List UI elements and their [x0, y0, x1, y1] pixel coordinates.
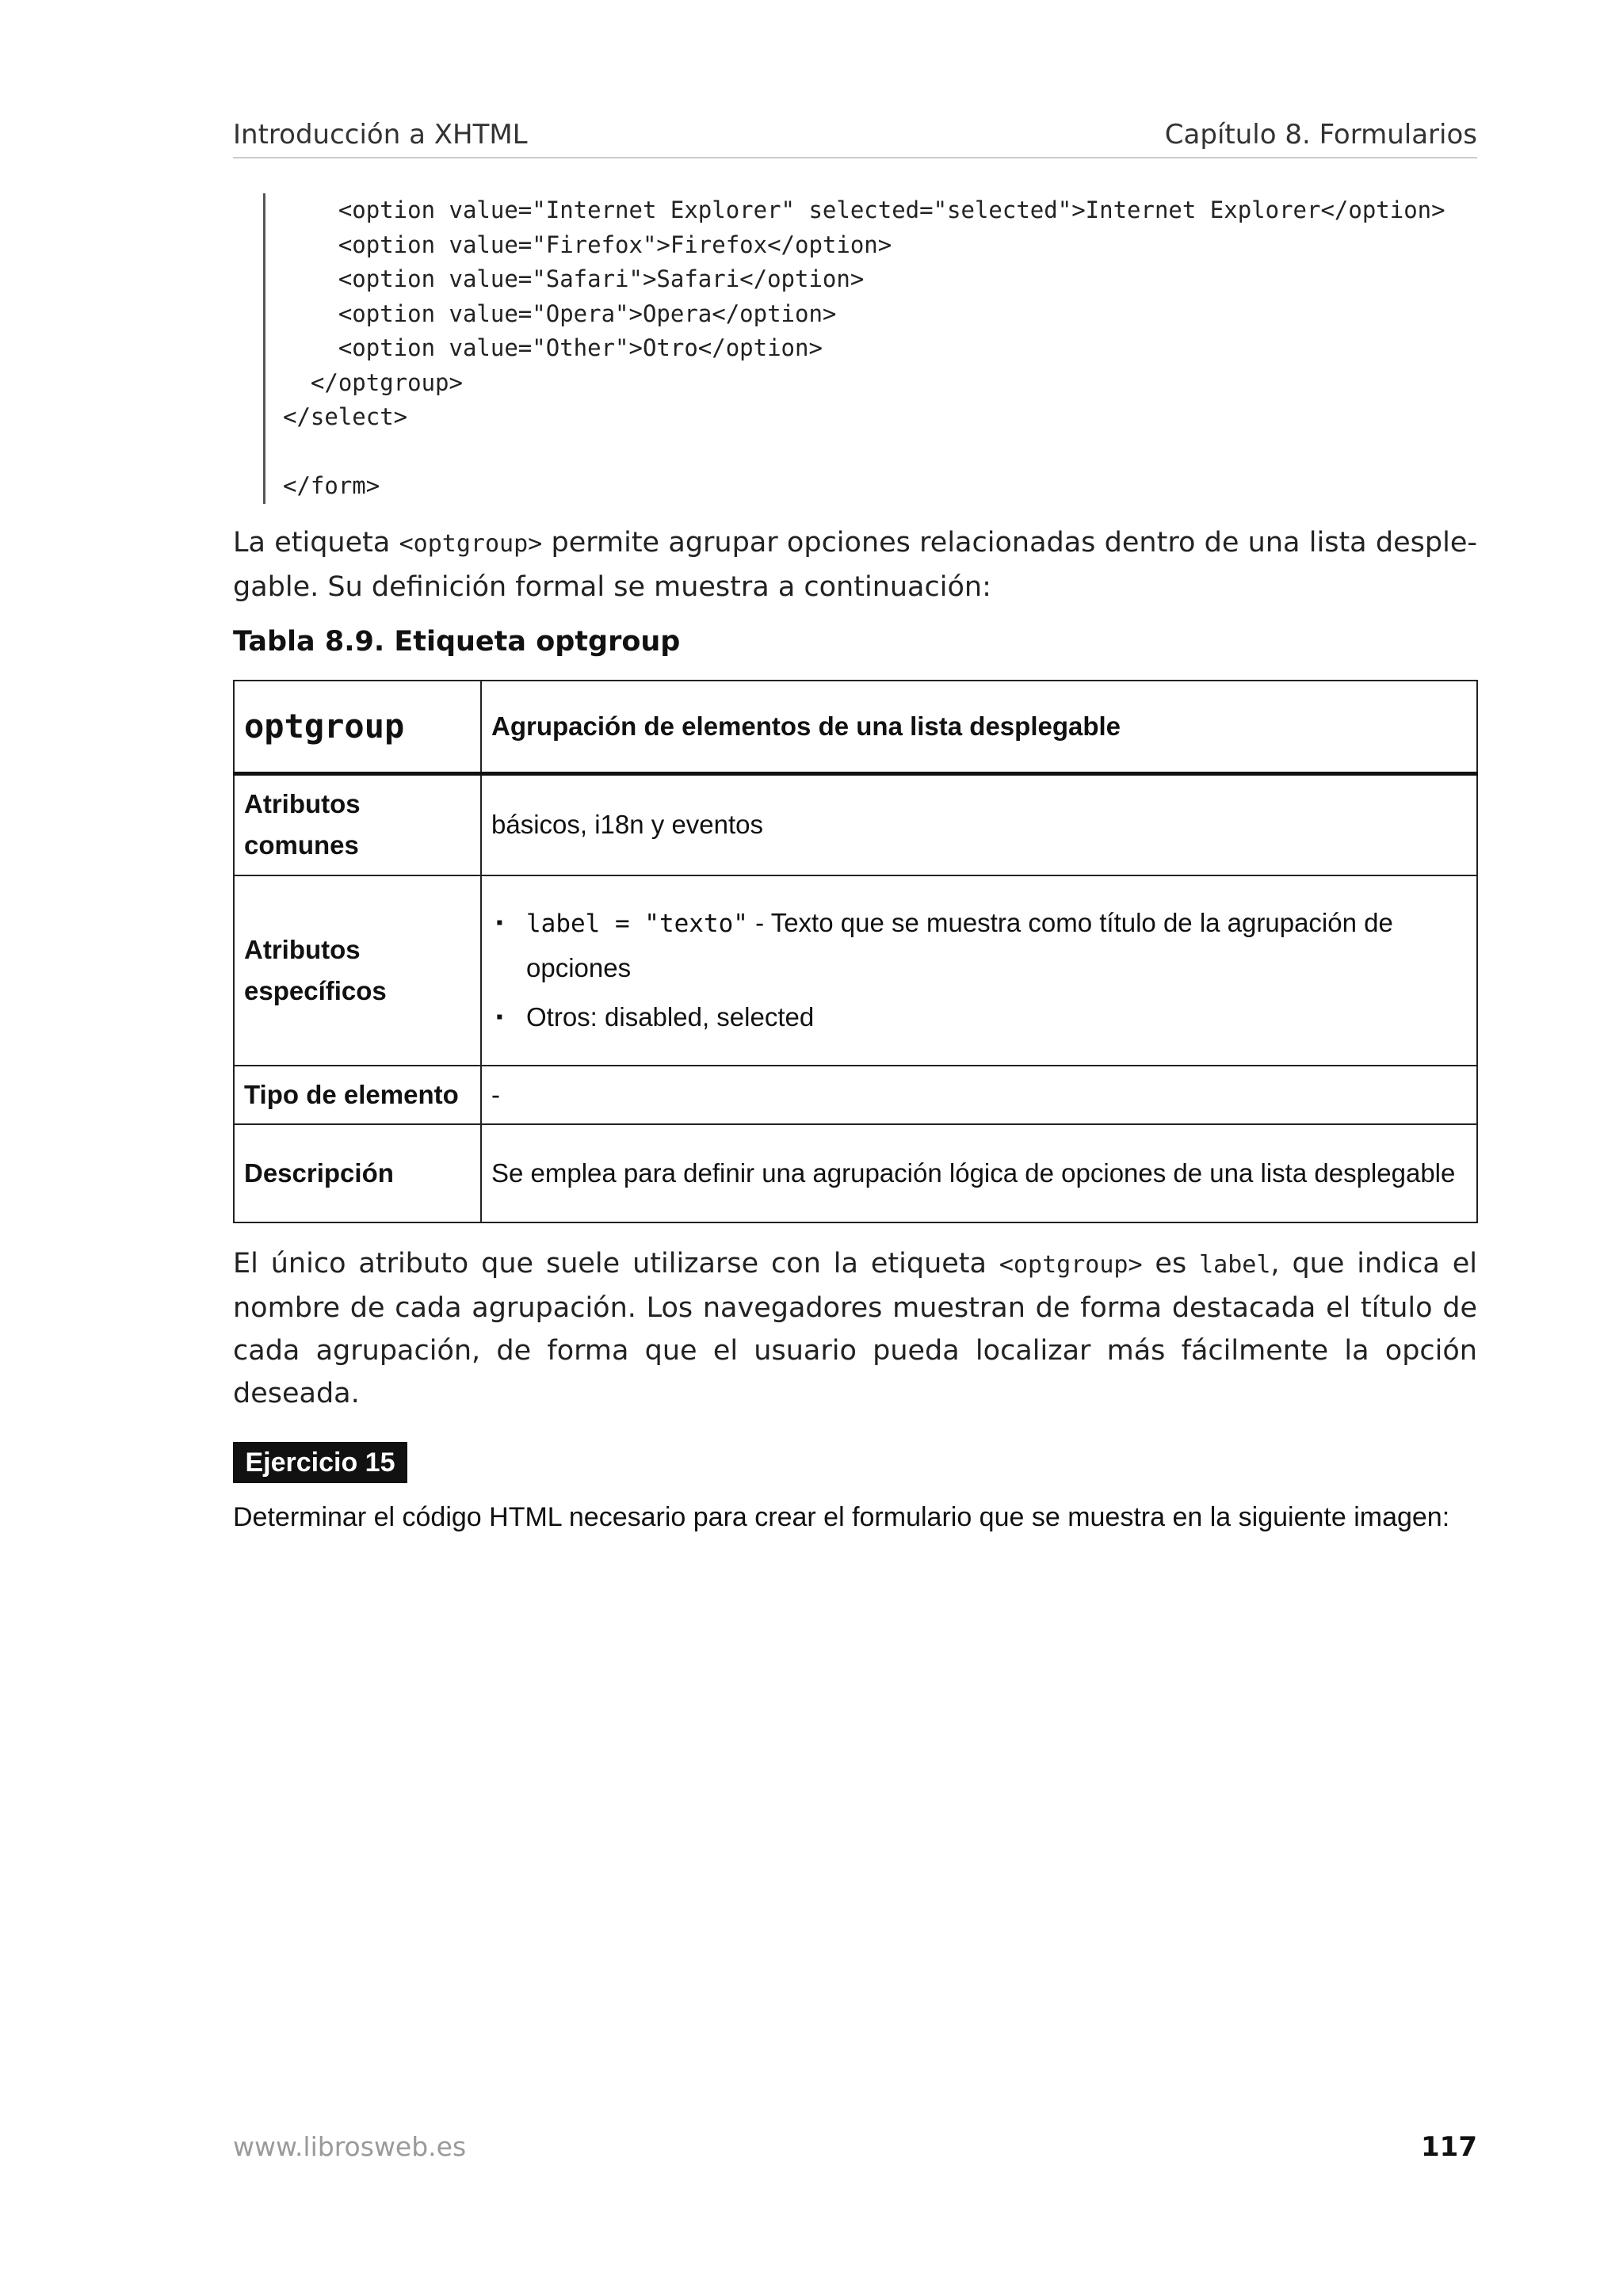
code-line: [283, 435, 1495, 470]
explanation-text-2: es: [1142, 1248, 1200, 1280]
explanation-text-1: El único atributo que suele utilizarse con la etiqueta: [233, 1248, 999, 1280]
element-name: optgroup: [234, 681, 481, 774]
list-item: [491, 995, 1467, 1039]
book-title: Introducción a XHTML: [233, 119, 528, 151]
intro-tag: <optgroup>: [399, 530, 543, 558]
specific-attrs-label: Atributos específicos: [234, 875, 481, 1066]
description-value: Se emplea para definir una agrupación lógica de opciones de una lista desplegable: [481, 1124, 1477, 1222]
code-line: <option value="Opera">Opera</option>: [283, 299, 837, 327]
code-line: <option value="Internet Explorer" selected="selected">Internet Explorer</option>: [283, 196, 1445, 223]
bullet-icon: ▪: [496, 1006, 503, 1028]
intro-text-end: permite agrupar opciones relacionadas dentro de una lista desple-gable. Su definición formal se muestra a continuación:: [233, 527, 1477, 603]
definition-table: [233, 680, 1478, 1223]
common-attrs-label: Atributos comunes: [234, 774, 481, 875]
code-line: </form>: [283, 472, 380, 499]
code-line: </select>: [283, 403, 408, 430]
chapter-title: Capítulo 8. Formularios: [1164, 119, 1477, 151]
explanation-text-3: , que indica el nombre de cada agrupación. Los navegadores muestran de forma destacada el título de cada agrupación, de forma que el usuario pueda localizar más fácilmente la opción deseada.: [233, 1248, 1478, 1409]
intro-paragraph: [233, 521, 1477, 608]
specific-attrs-cell: [481, 875, 1477, 1066]
table-row: [234, 1124, 1477, 1222]
code-line: <option value="Firefox">Firefox</option>: [283, 231, 892, 258]
exercise-text: Determinar el código HTML necesario para crear el formulario que se muestra en la siguiente imagen:: [233, 1502, 1450, 1532]
description-label: Descripción: [234, 1124, 481, 1222]
attr-text: - Texto que se muestra como título de la agrupación de opciones: [526, 908, 1393, 982]
table-row: [234, 875, 1477, 1066]
page-number: 117: [1421, 2131, 1477, 2163]
explanation-paragraph: [233, 1242, 1477, 1415]
intro-text-start: La etiqueta: [233, 527, 399, 559]
explanation-attr: label: [1199, 1251, 1271, 1279]
page-header: [233, 119, 1477, 158]
element-type-label: Tipo de elemento: [234, 1066, 481, 1124]
table-row: [234, 774, 1477, 875]
element-summary: Agrupación de elementos de una lista desplegable: [481, 681, 1477, 774]
bullet-icon: ▪: [496, 912, 503, 933]
table-row: [234, 681, 1477, 774]
table-row: [234, 1066, 1477, 1124]
explanation-tag: <optgroup>: [999, 1251, 1143, 1279]
common-attrs-value: básicos, i18n y eventos: [481, 774, 1477, 875]
attr-code: label = "texto": [526, 910, 748, 938]
element-type-value: -: [481, 1066, 1477, 1124]
code-block: [263, 193, 1495, 504]
attr-text: Otros: disabled, selected: [526, 1002, 815, 1032]
footer-site: www.librosweb.es: [233, 2131, 467, 2162]
code-line: <option value="Safari">Safari</option>: [283, 265, 865, 292]
list-item: [491, 901, 1467, 990]
code-line: <option value="Other">Otro</option>: [283, 334, 823, 361]
table-caption: Tabla 8.9. Etiqueta optgroup: [233, 626, 681, 658]
specific-attrs-list: [491, 901, 1467, 1039]
code-line: </optgroup>: [283, 368, 463, 396]
exercise-badge: Ejercicio 15: [233, 1442, 407, 1483]
